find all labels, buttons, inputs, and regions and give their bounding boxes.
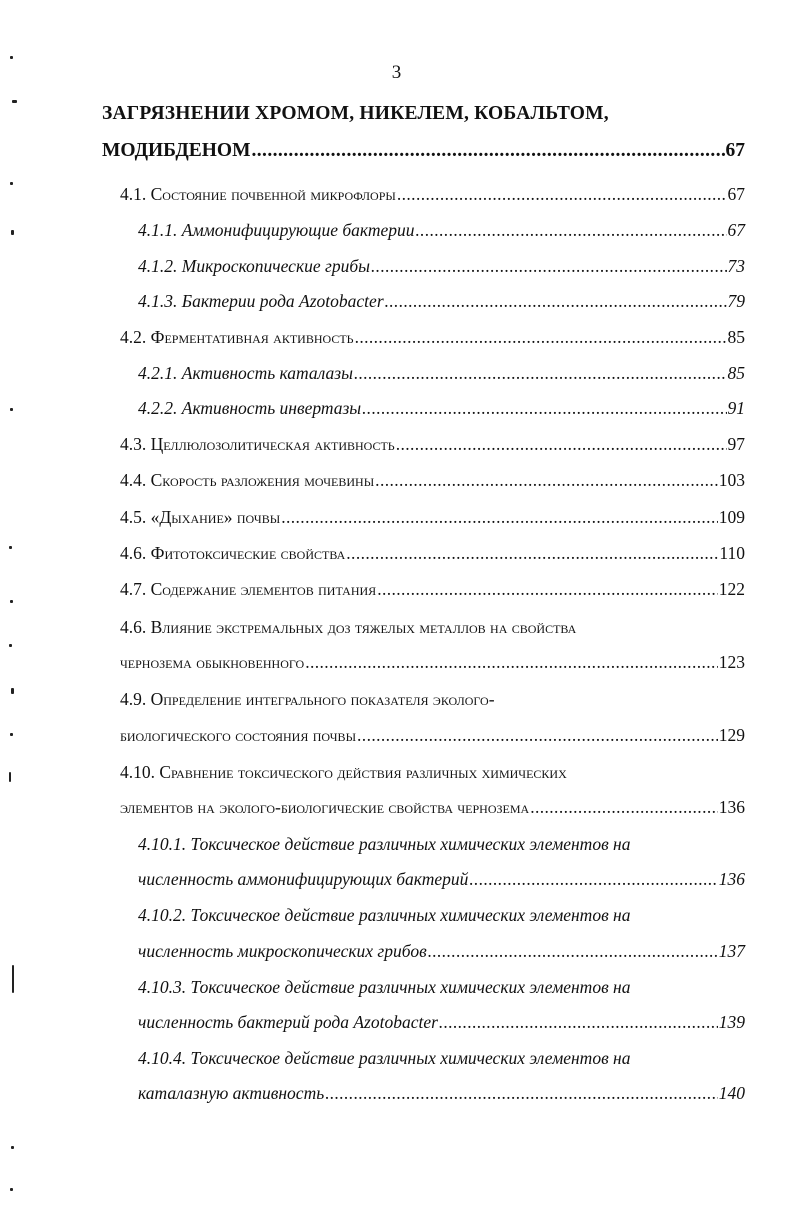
toc-entry-text: 4.2.1. Активность каталазы [138,363,353,383]
dot-leader [469,869,717,890]
toc-entry-text: биологического состояния почвы [120,725,357,745]
toc-entry-page: 85 [727,327,745,347]
dot-leader [346,543,718,564]
toc-entry-4-9-line1: 4.9. Определение интегрального показателя эколого- [120,689,495,709]
scan-speck [12,100,17,103]
scan-speck [11,230,14,235]
toc-entry-text: 4.1.1. Аммонифицирующие бактерии [138,220,415,240]
toc-entry-4-2-2 [138,398,745,419]
toc-entry-4-5 [120,507,745,528]
toc-entry-page: 137 [718,941,745,961]
scan-speck [10,56,13,59]
toc-entry-4-7 [120,579,745,600]
dot-leader [354,363,727,384]
toc-entry-text: численность бактерий рода Azotobacter [138,1012,438,1032]
toc-entry-4-10-1-line1: 4.10.1. Токсическое действие различных химических элементов на [138,834,631,854]
dot-leader [325,1083,718,1104]
chapter-title-text: МОДИБДЕНОМ [102,140,251,161]
scan-speck [10,182,13,185]
toc-entry-page: 79 [727,291,745,311]
toc-entry-4-1-1 [138,220,745,241]
toc-entry-4-10-line1: 4.10. Сравнение токсического действия различных химических [120,762,567,782]
toc-entry-page: 67 [727,184,745,204]
toc-entry-text: 4.1.2. Микроскопические грибы [138,256,371,276]
toc-entry-text: численность аммонифицирующих бактерий [138,869,469,889]
toc-entry-4-10-3 [138,1012,745,1033]
scan-speck [10,733,13,736]
page-number: 3 [391,62,402,83]
toc-entry-4-2 [120,327,745,348]
dot-leader [305,652,718,673]
dot-leader [371,256,726,277]
toc-entry-page: 97 [727,434,745,454]
toc-entry-4-2-1 [138,363,745,384]
chapter-title-line1: ЗАГРЯЗНЕНИИ ХРОМОМ, НИКЕЛЕМ, КОБАЛЬТОМ, [102,103,609,124]
dot-leader [530,797,718,818]
toc-entry-4-8-line1: 4.6. Влияние экстремальных доз тяжелых металлов на свойства [120,617,577,637]
scan-speck [12,965,14,993]
toc-entry-text: каталазную активность [138,1083,325,1103]
toc-entry-text: элементов на эколого-биологические свойства чернозема [120,797,530,817]
toc-entry-page: 109 [718,507,745,527]
toc-entry-page: 123 [718,652,745,672]
toc-entry-4-10 [120,797,745,818]
dot-leader [416,220,727,241]
scan-speck [10,408,13,411]
toc-entry-text: численность микроскопических грибов [138,941,427,961]
toc-entry-4-6 [120,543,745,564]
toc-entry-4-10-1 [138,869,745,890]
toc-entry-4-10-2 [138,941,745,962]
toc-entry-text: 4.1. Состояние почвенной микрофлоры [120,184,396,204]
scan-speck [9,772,11,782]
dot-leader [362,398,726,419]
toc-entry-4-10-2-line1: 4.10.2. Токсическое действие различных химических элементов на [138,905,631,925]
toc-entry-text: 4.2.2. Активность инвертазы [138,398,362,418]
scan-speck [10,600,13,603]
toc-entry-text: 4.1.3. Бактерии рода Azotobacter [138,291,384,311]
scan-speck [9,644,12,647]
toc-entry-page: 85 [727,363,745,383]
toc-entry-text: 4.3. Целлюлозолитическая активность [120,434,395,454]
toc-entry-page: 140 [718,1083,745,1103]
toc-entry-page: 91 [727,398,745,418]
dot-leader [385,291,727,312]
chapter-title-line2 [102,140,745,162]
toc-entry-4-1-2 [138,256,745,277]
dot-leader [439,1012,718,1033]
dot-leader [252,140,725,162]
toc-entry-text: 4.6. Фитотоксические свойства [120,543,346,563]
toc-entry-page: 103 [718,470,745,490]
scan-speck [10,1188,13,1191]
toc-entry-text: 4.4. Скорость разложения мочевины [120,470,375,490]
toc-entry-4-10-4-line1: 4.10.4. Токсическое действие различных химических элементов на [138,1048,631,1068]
dot-leader [377,579,718,600]
dot-leader [428,941,718,962]
toc-entry-page: 136 [718,869,745,889]
dot-leader [396,434,727,455]
chapter-page: 67 [725,140,745,161]
toc-entry-page: 136 [718,797,745,817]
toc-entry-page: 73 [727,256,745,276]
toc-entry-4-1-3 [138,291,745,312]
toc-entry-text: 4.7. Содержание элементов питания [120,579,377,599]
scan-speck [9,546,12,549]
scan-speck [11,1146,14,1149]
toc-entry-text: 4.5. «Дыхание» почвы [120,507,281,527]
toc-entry-4-8 [120,652,745,673]
toc-entry-page: 139 [718,1012,745,1032]
toc-entry-4-10-3-line1: 4.10.3. Токсическое действие различных химических элементов на [138,977,631,997]
dot-leader [357,725,718,746]
toc-entry-page: 110 [719,543,745,563]
toc-entry-text: 4.2. Ферментативная активность [120,327,354,347]
toc-entry-page: 67 [727,220,745,240]
dot-leader [397,184,727,205]
toc-entry-page: 129 [718,725,745,745]
dot-leader [375,470,718,491]
dot-leader [281,507,718,528]
toc-entry-text: чернозема обыкновенного [120,652,305,672]
toc-entry-4-10-4 [138,1083,745,1104]
toc-entry-page: 122 [718,579,745,599]
toc-entry-4-1 [120,184,745,205]
scan-speck [11,688,14,694]
toc-entry-4-9 [120,725,745,746]
toc-entry-4-3 [120,434,745,455]
dot-leader [355,327,727,348]
toc-entry-4-4 [120,470,745,491]
